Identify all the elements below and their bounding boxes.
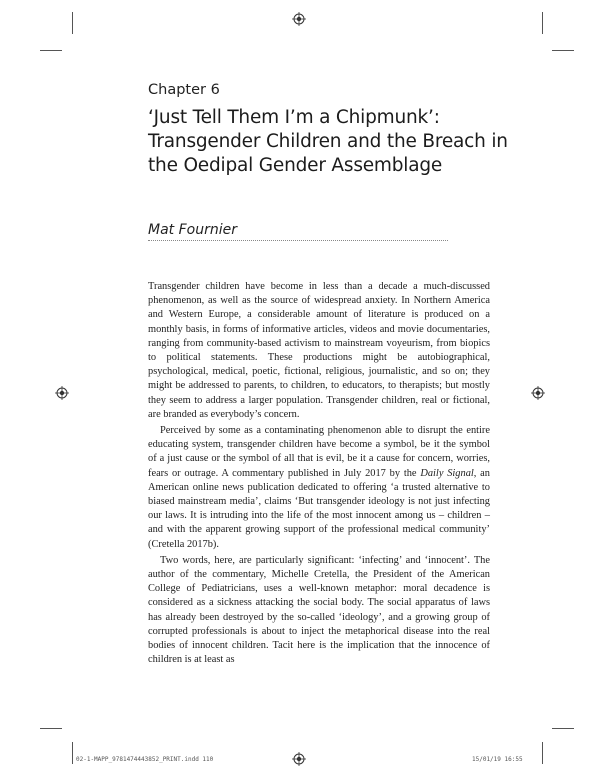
- paragraph: Perceived by some as a contaminating phenomenon able to disrupt the entire educating system, transgender children have become a symbol, be it the symbol of a just cause or the symbol of all that is evil, be it a cause for concern, worries, fears or outrage. A commentary published in July 2017 by the Daily Signal, an American online news publication dedicated to offering ‘a trusted alternative to biased mainstream media’, claims ‘But transgender ideology is not just infecting our laws. It is intruding into the life of the most innocent among us – children – and with the apparent growing support of the professional medical community’ (Cretella 2017b).: [148, 425, 490, 550]
- crop-mark: [542, 12, 543, 34]
- paragraph: Transgender children have become in less than a decade a much-discussed phenomenon, as well as the source of widespread anxiety. In Northern America and Western Europe, a considerable amount of literature is produced on a monthly basis, in forms of informative articles, videos and movie documentaries, ranging from community-based activism to mainstream voyeurism, from biopics to political statements. These productions might be autobiographical, psychological, medical, poetic, fictional, religious, journalistic, and so on; they might be addressed to parents, to children, to educators, to therapists; but mostly they seem to address a larger population. Transgender children, real or fictional, are branded as everybody’s concern.: [148, 281, 490, 420]
- crop-mark: [542, 742, 543, 764]
- print-timestamp: 15/01/19 16:55: [472, 756, 523, 763]
- registration-mark-icon: [55, 386, 69, 400]
- crop-mark: [72, 742, 73, 764]
- divider: [148, 240, 448, 241]
- paragraph: Two words, here, are particularly significant: ‘infecting’ and ‘innocent’. The author of the commentary, Michelle Cretella, the President of the American College of Pediatricians, uses a well-known metaphor: moral decadence is considered as a sickness attacking the social body. The social apparatus of laws has already been destroyed by the so-called ‘ideology’, and a growing group of corrupted professionals is about to inject the metaphorical disease into the real bodies of innocent children. Tacit here is the implication that the innocence of children is at least as: [148, 554, 490, 666]
- print-slug: 02-1-MAPP_9781474443852_PRINT.indd 110: [76, 756, 214, 763]
- crop-mark: [72, 12, 73, 34]
- registration-mark-icon: [531, 386, 545, 400]
- chapter-title-line: Transgender Children and the Breach in: [148, 131, 508, 152]
- chapter-title-line: ‘Just Tell Them I’m a Chipmunk’:: [148, 107, 440, 128]
- chapter-body: [148, 280, 490, 667]
- publication-title: Daily Signal: [420, 467, 474, 479]
- crop-mark: [40, 728, 62, 729]
- crop-mark: [552, 728, 574, 729]
- crop-mark: [552, 50, 574, 51]
- chapter-title: [148, 106, 508, 178]
- registration-mark-icon: [292, 752, 306, 766]
- chapter-label: Chapter 6: [148, 82, 220, 98]
- author-name: Mat Fournier: [148, 222, 237, 238]
- chapter-title-line: the Oedipal Gender Assemblage: [148, 155, 443, 176]
- crop-mark: [40, 50, 62, 51]
- registration-mark-icon: [292, 12, 306, 26]
